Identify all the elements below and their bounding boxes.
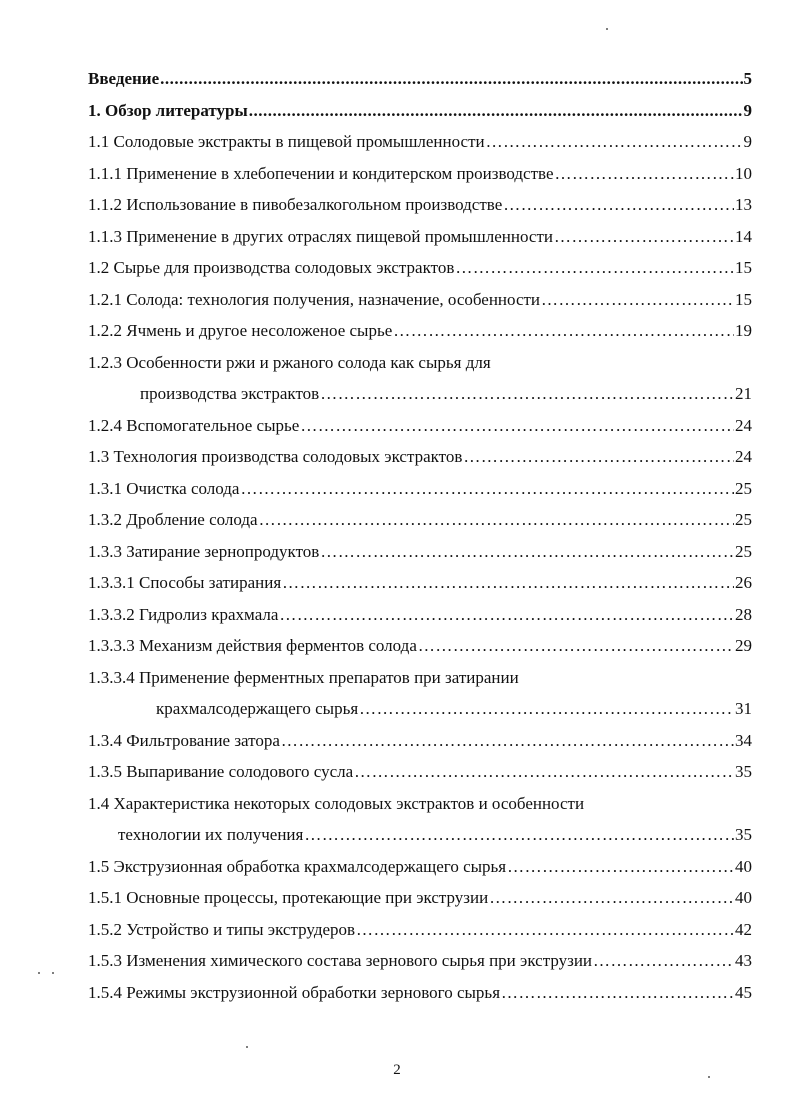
table-of-contents [88, 70, 752, 1015]
toc-entry-page: 40 [735, 856, 752, 876]
toc-entry-title: 1. Обзор литературы [88, 100, 248, 120]
toc-entry-literature-review [88, 102, 752, 134]
toc-entry [88, 480, 752, 512]
toc-entry [88, 984, 752, 1016]
toc-entry [88, 196, 752, 228]
toc-entry-page: 24 [735, 447, 752, 466]
toc-entry [88, 889, 752, 921]
toc-entry-page: 45 [735, 982, 752, 1002]
toc-entry-title: 1.5.4 Режимы экструзионной обработки зернового сырья [88, 982, 501, 1002]
toc-entry-title: 1.1.3 Применение в других отраслях пищевой промышленности [88, 226, 553, 246]
toc-entry-title: 1.3.3.1 Способы затирания [88, 573, 282, 592]
toc-entry [88, 448, 752, 480]
toc-entry-title: 1.3 Технология производства солодовых экстрактов [88, 447, 463, 466]
toc-entry-title: 1.3.4 Фильтрование затора [88, 730, 280, 750]
toc-entry-title: 1.5.2 Устройство и типы экструдеров [88, 919, 356, 939]
scan-speck [708, 1076, 710, 1078]
toc-entry-page: 34 [735, 730, 752, 750]
toc-entry-page: 19 [735, 321, 752, 340]
toc-entry-title: 1.3.5 Выпаривание солодового сусла [88, 762, 354, 781]
toc-entry-page: 29 [735, 636, 752, 655]
toc-entry-page: 10 [735, 163, 752, 183]
scan-speck [52, 972, 54, 974]
toc-entry-page: 25 [735, 478, 752, 498]
toc-entry-page: 14 [735, 226, 752, 246]
toc-entry-page: 35 [735, 762, 752, 781]
page-number: 2 [393, 1062, 401, 1078]
toc-entry-title: 1.1.1 Применение в хлебопечении и кондитерском производстве [88, 163, 554, 183]
toc-entry-title-line2: технологии их получения [118, 825, 304, 844]
toc-entry-title: 1.1 Солодовые экстракты в пищевой промышленности [88, 132, 485, 151]
scan-speck [606, 28, 608, 30]
toc-entry-page: 13 [735, 195, 752, 214]
toc-entry [88, 858, 752, 890]
toc-entry-title: 1.2.1 Солода: технология получения, назначение, особенности [88, 289, 541, 309]
toc-entry-page: 5 [743, 69, 752, 88]
toc-entry-title: 1.3.3.3 Механизм действия ферментов солода [88, 636, 417, 655]
toc-entry-title: 1.3.2 Дробление солода [88, 510, 258, 529]
toc-entry-page: 9 [743, 100, 752, 120]
toc-entry [88, 574, 752, 606]
toc-entry-page: 31 [735, 699, 752, 718]
toc-entry-title: 1.2.4 Вспомогательное сырье [88, 415, 300, 435]
toc-entry-title: 1.2 Сырье для производства солодовых экстрактов [88, 258, 455, 277]
toc-entry [88, 291, 752, 323]
toc-entry [88, 732, 752, 764]
toc-entry [88, 543, 752, 575]
toc-entry [88, 417, 752, 449]
toc-entry-title: 1.3.3 Затирание зернопродуктов [88, 541, 320, 561]
toc-entry-page: 15 [735, 258, 752, 277]
toc-entry [88, 165, 752, 197]
toc-entry [88, 322, 752, 354]
toc-entry-page: 42 [735, 919, 752, 939]
toc-entry-title: 1.3.1 Очистка солода [88, 478, 240, 498]
toc-entry-page: 25 [735, 541, 752, 561]
toc-entry-page: 15 [735, 289, 752, 309]
toc-entry-title: 1.2.2 Ячмень и другое несоложеное сырье [88, 321, 393, 340]
toc-entry [88, 259, 752, 291]
toc-entry-title-line2: производства экстрактов [140, 384, 320, 403]
toc-entry [88, 700, 752, 732]
toc-entry [88, 133, 752, 165]
toc-entry-page: 9 [743, 132, 752, 151]
toc-entry-title-line1: 1.4 Характеристика некоторых солодовых экстрактов и особенности [88, 793, 585, 813]
toc-entry-title: Введение [88, 69, 160, 88]
toc-entry-title: 1.5.3 Изменения химического состава зернового сырья при экструзии [88, 951, 593, 970]
toc-entry [88, 511, 752, 543]
toc-entry [88, 921, 752, 953]
toc-entry-page: 35 [735, 825, 752, 844]
toc-entry [88, 763, 752, 795]
toc-entry [88, 637, 752, 669]
toc-entry-title-line1: 1.2.3 Особенности ржи и ржаного солода как сырья для [88, 352, 491, 372]
toc-entry [88, 952, 752, 984]
toc-entry [88, 826, 752, 858]
toc-entry-page: 40 [735, 888, 752, 907]
toc-entry-page: 28 [735, 604, 752, 624]
scan-speck [38, 972, 40, 974]
toc-entry [88, 385, 752, 417]
toc-entry-title-line1: 1.3.3.4 Применение ферментных препаратов при затирании [88, 667, 519, 687]
toc-entry-page: 43 [735, 951, 752, 970]
toc-entry-title: 1.5 Экструзионная обработка крахмалсодержащего сырья [88, 856, 507, 876]
toc-entry-page: 24 [735, 415, 752, 435]
toc-entry-page: 25 [735, 510, 752, 529]
toc-entry-title-line2: крахмалсодержащего сырья [156, 699, 359, 718]
toc-entry [88, 228, 752, 260]
toc-entry-page: 26 [735, 573, 752, 592]
scan-speck [246, 1046, 248, 1048]
toc-entry-page: 21 [735, 384, 752, 403]
toc-entry-title: 1.1.2 Использование в пивобезалкогольном производстве [88, 195, 503, 214]
toc-entry-title: 1.3.3.2 Гидролиз крахмала [88, 604, 279, 624]
toc-entry-title: 1.5.1 Основные процессы, протекающие при экструзии [88, 888, 489, 907]
toc-entry [88, 606, 752, 638]
toc-entry-introduction [88, 70, 752, 102]
